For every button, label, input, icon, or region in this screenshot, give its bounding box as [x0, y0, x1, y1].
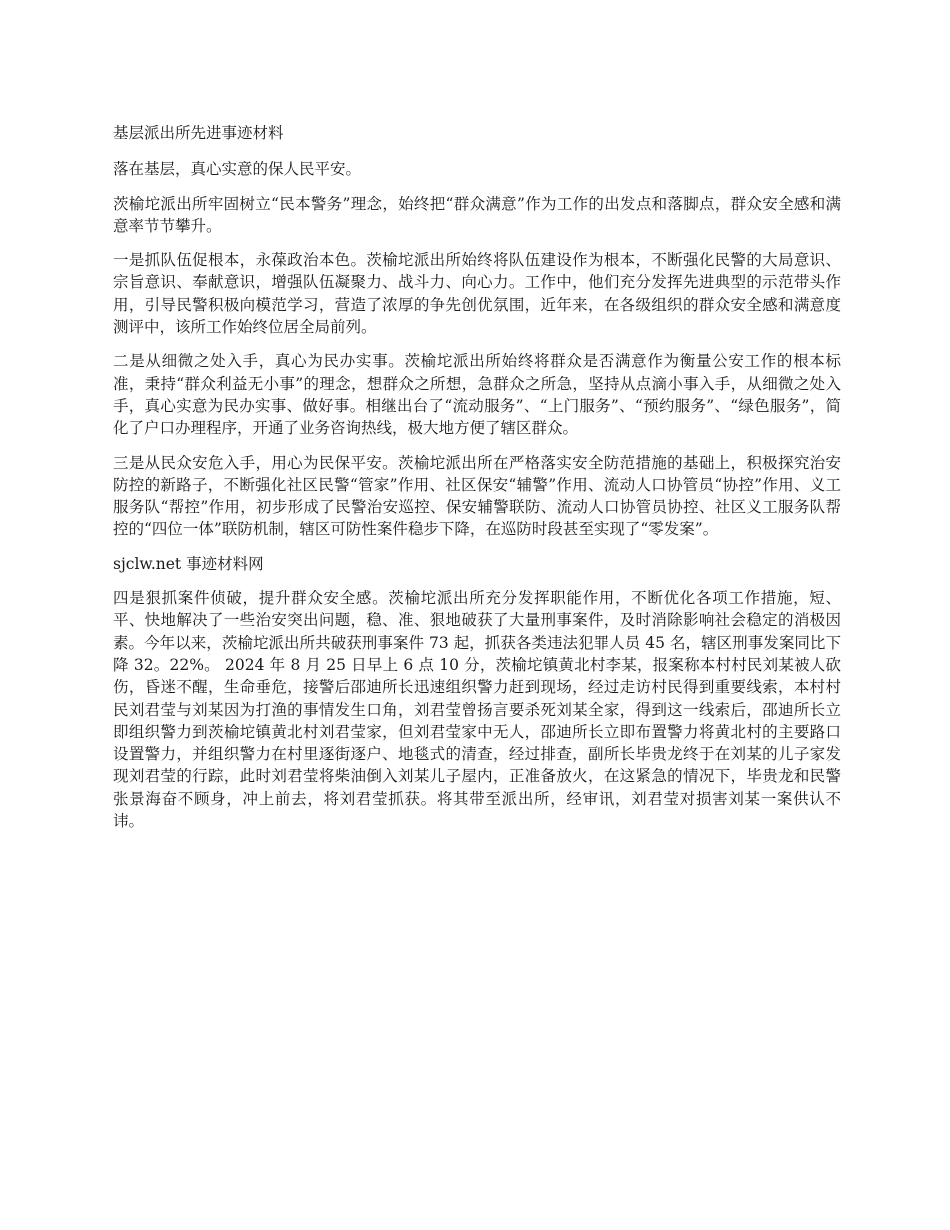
paragraph-public-safety: 三是从民众安危入手，用心为民保平安。茨榆坨派出所在严格落实安全防范措施的基础上，积极探究治安防控的新路子，不断强化社区民警“管家”作用、社区保安“辅警”作用、流动人口协管员“协控”作用、义工服务队“帮控”作用，初步形成了民警治安巡控、保安辅警联防、流动人口协管员协控、社区义工服务队帮控的“四位一体”联防机制，辖区可防性案件稳步下降，在巡防时段甚至实现了“零发案”。	[113, 453, 841, 539]
paragraph-case-solving: 四是狠抓案件侦破，提升群众安全感。茨榆坨派出所充分发挥职能作用，不断优化各项工作措施，短、平、快地解决了一些治安突出问题，稳、准、狠地破获了大量刑事案件，及时消除影响社会稳定的消极因素。今年以来，茨榆坨派出所共破获刑事案件 73 起，抓获各类违法犯罪人员 45 名，辖区刑事发案同比下降 32。22%。 2024 年 8 月 25 日早上 6 点 10 分，茨榆坨镇黄北村李某，报案称本村村民刘某被人砍伤，昏迷不醒，生命垂危，接警后邵迪所长迅速组织警力赶到现场，经过走访村民得到重要线索，本村村民刘君莹与刘某因为打渔的事情发生口角，刘君莹曾扬言要杀死刘某全家，得到这一线索后，邵迪所长立即组织警力到茨榆坨镇黄北村刘君莹家，但刘君莹家中无人，邵迪所长立即布置警力将黄北村的主要路口设置警力，并组织警力在村里逐街逐户、地毯式的清查，经过排查，副所长毕贵龙终于在刘某的儿子家发现刘君莹的行踪，此时刘君莹将柴油倒入刘某儿子屋内，正准备放火，在这紧急的情况下，毕贵龙和民警张景海奋不顾身，冲上前去，将刘君莹抓获。将其带至派出所，经审讯，刘君莹对损害刘某一案供认不讳。	[113, 589, 841, 831]
document-page	[113, 122, 841, 844]
paragraph-intro: 落在基层，真心实意的保人民平安。	[113, 160, 362, 179]
paragraph-team-building: 一是抓队伍促根本，永葆政治本色。茨榆坨派出所始终将队伍建设作为根本，不断强化民警的大局意识、宗旨意识、奉献意识，增强队伍凝聚力、战斗力、向心力。工作中，他们充分发挥先进典型的示范带头作用，引导民警积极向模范学习，营造了浓厚的争先创优氛围，近年来，在各级组织的群众安全感和满意度测评中，该所工作始终位居全局前列。	[113, 251, 841, 337]
paragraph-summary: 茨榆坨派出所牢固树立“民本警务”理念，始终把“群众满意”作为工作的出发点和落脚点，群众安全感和满意率节节攀升。	[113, 194, 841, 235]
source-watermark-line: sjclw.net 事迹材料网	[113, 554, 264, 573]
paragraph-public-service: 二是从细微之处入手，真心为民办实事。茨榆坨派出所始终将群众是否满意作为衡量公安工作的根本标准，秉持“群众利益无小事”的理念，想群众之所想，急群众之所急，坚持从点滴小事入手，从细微之处入手，真心实意为民办实事、做好事。相继出台了“流动服务”、“上门服务”、“预约服务”、“绿色服务”，简化了户口办理程序，开通了业务咨询热线，极大地方便了辖区群众。	[113, 352, 841, 438]
document-title: 基层派出所先进事迹材料	[113, 124, 284, 142]
